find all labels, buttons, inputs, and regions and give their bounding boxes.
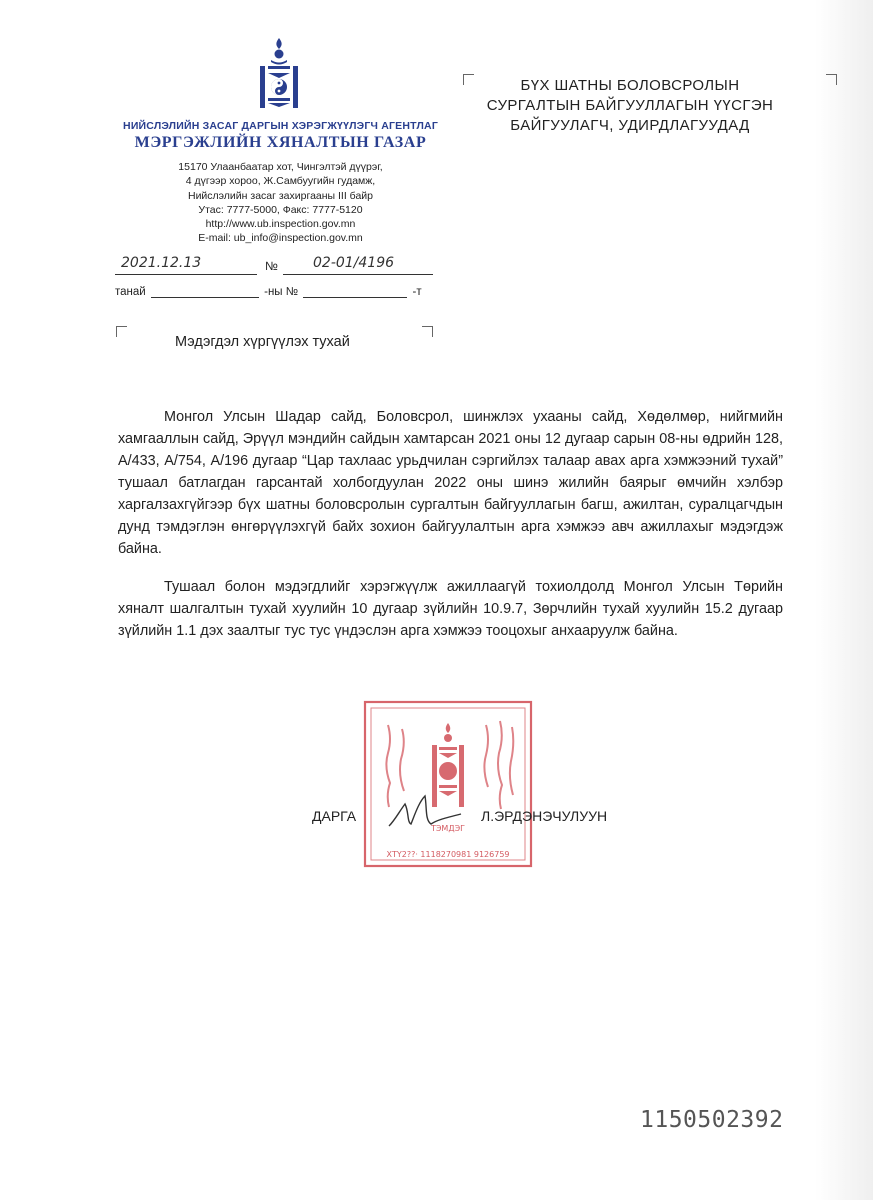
subject-corner-left: [116, 326, 127, 337]
addressee-line: БҮХ ШАТНЫ БОЛОВСРОЛЫН: [520, 77, 740, 94]
org-address-block: [103, 160, 458, 246]
signatory-name: Л.ЭРДЭНЭЧУЛУУН: [481, 808, 608, 824]
address-line: 4 дүгээр хороо, Ж.Самбуугийн гудамж,: [185, 175, 376, 188]
address-phone: Утас: 7777-5000, Факс: 7777-5120: [198, 203, 363, 216]
handwritten-signature: [385, 790, 465, 834]
address-email: E-mail: ub_info@inspection.gov.mn: [198, 232, 363, 245]
letter-body: [118, 406, 783, 658]
date-handwritten: 2021.12.13: [121, 255, 202, 271]
body-paragraph: Монгол Улсын Шадар сайд, Боловсрол, шинжлэх ухааны сайд, Хөдөлмөр, нийгмийн хамгааллын сайд, Эрүүл мэндийн сайдын хамтарсан 2021 оны 12 дугаар сарын 08-ны өдрийн 128, А/433, А/754, А/196 дугаар “Цар тахлаас урьдчилан сэргийлэх талаар авах арга хэмжээний тухай” тушаал батлагдан гарсантай холбогдуулан 2022 оны шинэ жилийн баярыг өмчийн хэлбэр харгалзахгүйгээр бүх шатны боловсролын сургалтын байгууллагын багш, ажилтан, суралцагчдын дунд тэмдэглэн өнгөрүүлэхгүй байх зохион байгуулалтын арга хэмжээ авч ажиллахыг мэдэгдэж байна.: [118, 409, 783, 557]
tanai-blank: [151, 285, 259, 298]
addressee-corner-right: [826, 74, 837, 85]
number-handwritten: 02-01/4196: [313, 255, 395, 271]
org-parent-name: НИЙСЛЭЛИЙН ЗАСАГ ДАРГЫН ХЭРЭГЖҮҮЛЭГЧ АГЕНТЛАГ: [123, 120, 438, 132]
document-serial-number: 1150502392: [640, 1107, 784, 1133]
t-label: -т: [412, 286, 422, 298]
address-website: http://www.ub.inspection.gov.mn: [205, 218, 356, 231]
stamp-bottom-text: ХТҮ2??· 1118270981 9126759: [386, 850, 510, 859]
soyombo-emblem-icon: [257, 36, 301, 112]
date-number-line: [115, 256, 435, 278]
address-line: 15170 Улаанбаатар хот, Чингэлтэй дүүрэг,: [178, 161, 383, 173]
org-name: МЭРГЭЖЛИЙН ХЯНАЛТЫН ГАЗАР: [134, 134, 427, 151]
reply-reference-line: [115, 285, 435, 298]
official-stamp: [362, 699, 534, 869]
reference-number-blank: [303, 285, 407, 298]
address-line: Нийслэлийн засаг захиргааны III байр: [187, 189, 374, 202]
addressee-line: БАЙГУУЛАГЧ, УДИРДЛАГУУДАД: [510, 117, 750, 134]
subject-corner-right: [422, 326, 433, 337]
body-paragraph: Тушаал болон мэдэгдлийг хэрэгжүүлж ажиллаагүй тохиолдолд Монгол Улсын Төрийн хяналт шалгалтын тухай хуулийн 10 дугаар зүйлийн 10.9.7, Зөрчлийн тухай хуулийн 15.2 дугаар зүйлийн 1.1 дэх заалтыг тус тус үндэслэн арга хэмжээ тооцохыг анхааруулж байна.: [118, 579, 783, 639]
scan-edge-shade: [815, 0, 873, 1200]
ny-number-label: -ны №: [264, 286, 299, 298]
signatory-title: ДАРГА: [312, 808, 357, 824]
addressee-block: [470, 76, 790, 136]
addressee-line: СУРГАЛТЫН БАЙГУУЛЛАГЫН ҮҮСГЭН: [486, 97, 774, 114]
subject-title: Мэдэгдэл хүргүүлэх тухай: [175, 334, 350, 350]
tanai-label: танай: [115, 286, 146, 298]
number-label: №: [265, 259, 278, 273]
stamp-label: ТЭМДЭГ: [430, 824, 466, 833]
